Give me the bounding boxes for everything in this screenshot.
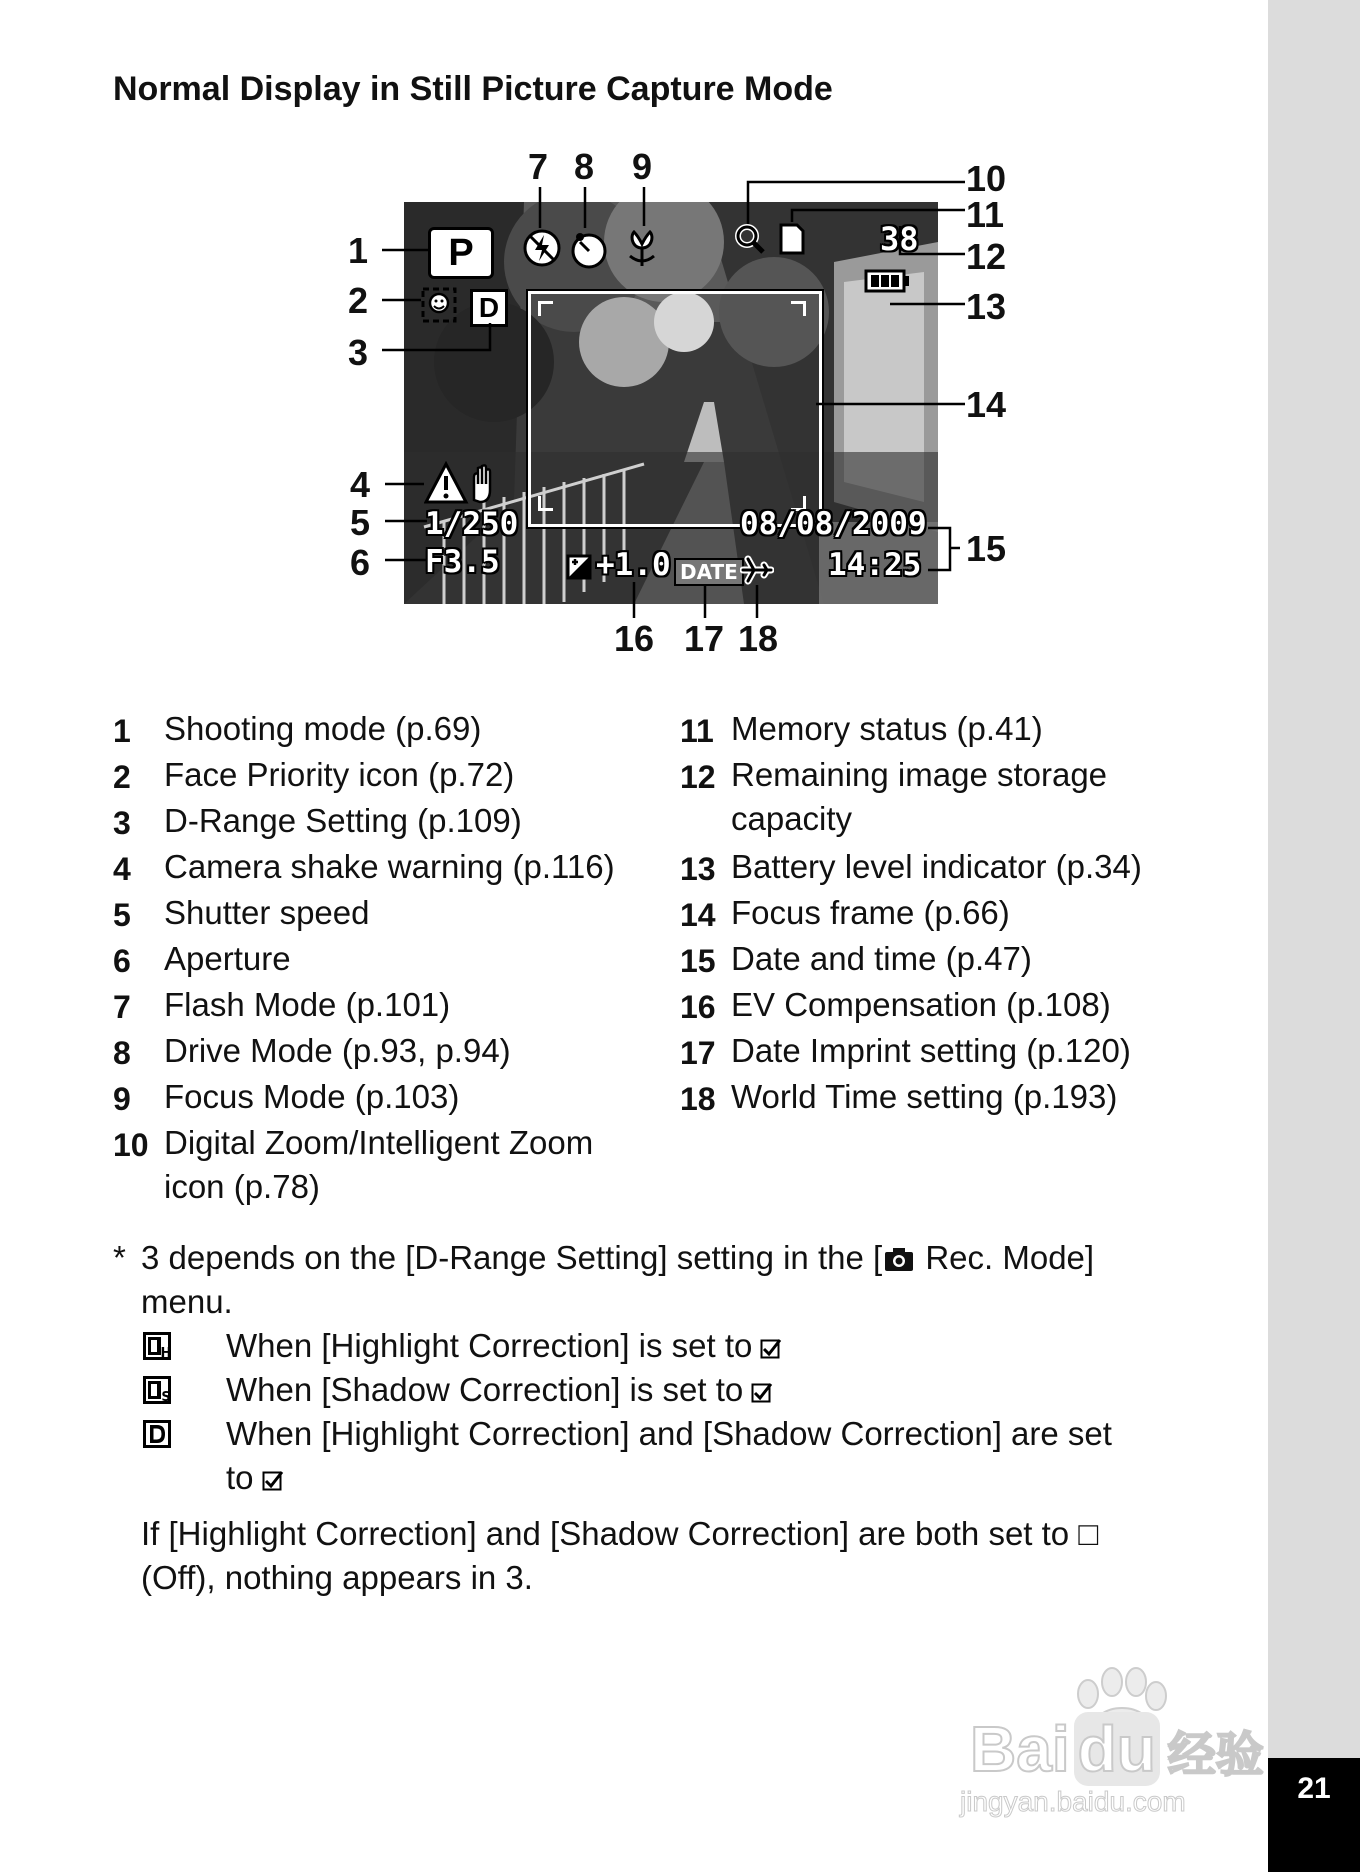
callout-7: 7	[528, 146, 549, 187]
ev-compensation-value: +1.0	[596, 547, 671, 583]
page-title: Normal Display in Still Picture Capture Mode	[113, 70, 833, 108]
watermark-brand-suffix: du	[1074, 1712, 1160, 1786]
footnote-star: *	[113, 1239, 126, 1276]
footnote-sub-1: When [Highlight Correction] is set to	[226, 1324, 782, 1368]
checkbox-checked-icon	[760, 1337, 782, 1359]
checkbox-checked-icon	[262, 1469, 284, 1491]
callout-2: 2	[348, 280, 369, 321]
callout-leader-lines	[0, 0, 1268, 680]
callout-12: 12	[966, 236, 1007, 277]
svg-text:S: S	[161, 1390, 171, 1404]
callout-9: 9	[632, 146, 653, 187]
shooting-mode-icon: P	[428, 227, 494, 279]
footnote-final-2: (Off), nothing appears in 3.	[141, 1559, 533, 1596]
camera-icon	[884, 1246, 914, 1272]
svg-text:H: H	[160, 1346, 171, 1360]
callout-1: 1	[348, 230, 369, 271]
callout-3: 3	[348, 332, 369, 373]
callout-17: 17	[684, 618, 725, 659]
watermark-cn: 经验	[1167, 1729, 1264, 1782]
page-sidebar	[1268, 0, 1360, 1872]
d-range-shadow-icon	[143, 1376, 171, 1404]
date-imprint-badge: DATE	[674, 558, 744, 586]
callout-15: 15	[966, 528, 1007, 569]
d-range-both-icon	[143, 1420, 171, 1448]
watermark-brand: Bai	[970, 1713, 1070, 1785]
callout-11: 11	[966, 194, 1005, 235]
d-range-icon: D	[470, 289, 508, 327]
footnote-sub-2: When [Shadow Correction] is set to	[226, 1368, 773, 1412]
callout-8: 8	[574, 146, 595, 187]
checkbox-checked-icon	[751, 1381, 773, 1403]
page-number: 21	[1297, 1772, 1331, 1805]
remaining-shots: 38	[880, 220, 919, 258]
shutter-speed: 1/250	[425, 506, 519, 542]
baidu-watermark	[960, 1660, 1280, 1820]
callout-6: 6	[350, 542, 371, 583]
d-range-highlight-icon	[143, 1332, 171, 1360]
callout-5: 5	[350, 502, 371, 543]
callout-13: 13	[966, 286, 1007, 327]
callout-4: 4	[350, 464, 371, 505]
footnote-sub-3: When [Highlight Correction] and [Shadow Correction] are set	[226, 1415, 1112, 1452]
callout-14: 14	[966, 384, 1007, 425]
callout-10: 10	[966, 158, 1007, 199]
callout-16: 16	[614, 618, 655, 659]
date-display: 08/08/2009	[740, 506, 927, 542]
footnote-line-1: 3 depends on the [D-Range Setting] setting in the [ Rec. Mode]	[141, 1239, 1095, 1276]
callout-18: 18	[738, 618, 779, 659]
time-display: 14:25	[828, 547, 922, 583]
footnote-sub-3-cont: to	[226, 1456, 284, 1500]
watermark-url: jingyan.baidu.com	[960, 1786, 1186, 1817]
aperture: F3.5	[425, 544, 500, 580]
footnote-final-1: If [Highlight Correction] and [Shadow Correction] are both set to □	[141, 1515, 1099, 1552]
camera-display-figure	[0, 0, 1268, 680]
footnote-line-2: menu.	[141, 1283, 233, 1320]
